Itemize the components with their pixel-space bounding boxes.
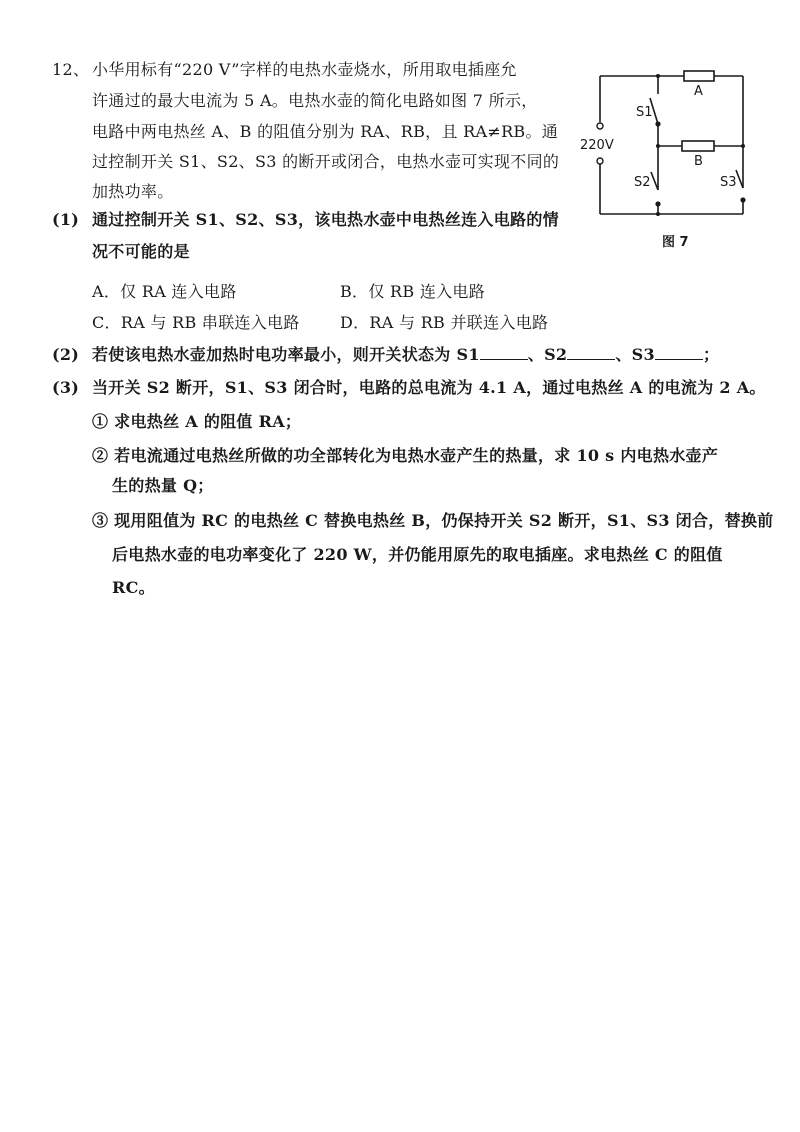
power-terminal-top: [597, 123, 603, 129]
part1-label: (1): [52, 210, 80, 229]
part2-label: (2): [52, 345, 80, 364]
stem-line-4: 过控制开关 S1、S2、S3 的断开或闭合，电热水壶可实现不同的: [92, 152, 560, 171]
part2-sep-s3: 、S3: [615, 345, 655, 364]
option-a: A．仅 RA 连入电路: [92, 282, 237, 301]
resistor-a: [684, 71, 714, 81]
option-b: B．仅 RB 连入电路: [340, 282, 486, 301]
stem-line-5: 加热功率。: [92, 182, 174, 201]
answer-blank-s2[interactable]: [567, 345, 615, 360]
stem-line-3: 电路中两电热丝 A、B 的阻值分别为 RA、RB，且 RA≠RB。通: [92, 122, 559, 141]
part3-q3-line-3: RC。: [112, 578, 155, 597]
stem-line-1: 小华用标有“220 V”字样的电热水壶烧水，所用取电插座允: [92, 60, 517, 79]
label-voltage: 220V: [580, 138, 614, 153]
label-s1: S1: [636, 105, 653, 120]
part3-q3-line-2: 后电热水壶的电功率变化了 220 W，并仍能用原先的取电插座。求电热丝 C 的阻值: [112, 545, 723, 564]
label-b: B: [694, 154, 703, 169]
part3-text: 当开关 S2 断开，S1、S3 闭合时，电路的总电流为 4.1 A，通过电热丝 A 的电流为 2 A。: [92, 378, 766, 397]
part1-line-1: 通过控制开关 S1、S2、S3，该电热水壶中电热丝连入电路的情: [92, 210, 559, 229]
part3-q2-line-1: ② 若电流通过电热丝所做的功全部转化为电热水壶产生的热量，求 10 s 内电热水壶产: [92, 446, 719, 465]
part2-end: ；: [702, 345, 720, 364]
part3-q2-line-2: 生的热量 Q；: [112, 476, 214, 495]
answer-blank-s3[interactable]: [655, 345, 703, 360]
label-a: A: [694, 84, 703, 99]
question-number: 12、: [52, 60, 90, 79]
part2-line: [92, 345, 719, 365]
option-c: C．RA 与 RB 串联连入电路: [92, 313, 300, 332]
part3-q1: ① 求电热丝 A 的阻值 RA；: [92, 412, 302, 431]
part2-text: 若使该电热水壶加热时电功率最小，则开关状态为 S1: [92, 345, 480, 364]
stem-line-2: 许通过的最大电流为 5 A。电热水壶的简化电路如图 7 所示，: [92, 91, 538, 110]
figure-caption: 图 7: [662, 235, 689, 250]
part1-line-2: 况不可能的是: [92, 242, 190, 261]
label-s2: S2: [634, 175, 651, 190]
circuit-diagram: [578, 64, 778, 254]
part3-q3-line-1: ③ 现用阻值为 RC 的电热丝 C 替换电热丝 B，仍保持开关 S2 断开，S1、S3 闭合，替换前: [92, 511, 774, 530]
power-terminal-bottom: [597, 158, 603, 164]
option-d: D．RA 与 RB 并联连入电路: [340, 313, 549, 332]
label-s3: S3: [720, 175, 737, 190]
answer-blank-s1[interactable]: [480, 345, 528, 360]
resistor-b: [682, 141, 714, 151]
part2-sep-s2: 、S2: [527, 345, 568, 364]
part3-label: (3): [52, 378, 80, 397]
